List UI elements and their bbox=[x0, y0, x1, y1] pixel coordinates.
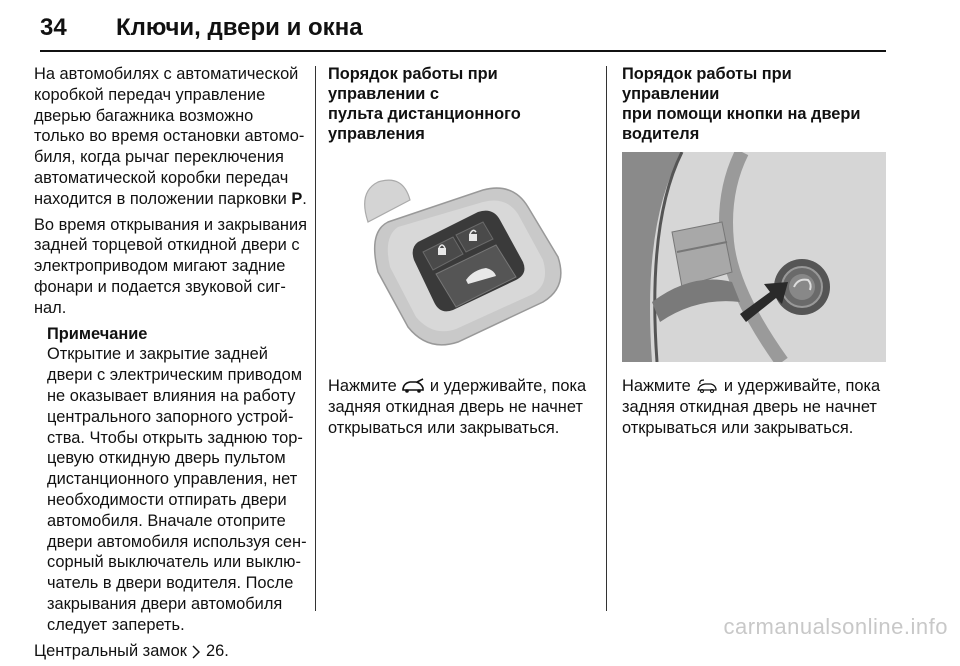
section-heading-door-button: Порядок работы при управлении при помощи кнопки на двери водителя bbox=[622, 65, 861, 143]
column-divider-2 bbox=[606, 66, 607, 611]
section-heading-remote: Порядок работы при управлении с пульта дистанционного управления bbox=[328, 65, 521, 143]
car-tailgate-icon bbox=[401, 378, 425, 394]
gear-position-p: P bbox=[291, 189, 303, 208]
column-divider-1 bbox=[315, 66, 316, 611]
header-divider bbox=[40, 50, 886, 52]
note-text: Открытие и закрытие задней двери с электрическим приводом не оказывает влияния на работу центрального запорного устрой- ства. Чтобы открыть заднюю тор- цевую откидную дверь пультом дистанционного управления, нет необходимости отпирать двери автомобиля. Вначале отоприте двери автомобиля используя сен- сорный выключатель или выклю- чатель в двери водителя. После закрывания двери автомобиля следует запереть. bbox=[47, 345, 307, 634]
page-title: Ключи, двери и окна bbox=[116, 14, 363, 41]
note-block bbox=[47, 324, 310, 636]
column-left bbox=[34, 64, 310, 666]
cross-reference[interactable]: Центральный замок 26. bbox=[34, 641, 229, 660]
page-header bbox=[40, 14, 886, 54]
instruction-remote: Нажмите и удерживайте, пока задняя откидная дверь не начнет открываться или закрываться. bbox=[328, 377, 587, 437]
note-title: Примечание bbox=[47, 324, 148, 343]
paragraph-automatic-gearbox: На автомобилях с автоматической коробкой передач управление дверью багажника возможно только во время остановки автомо- биля, когда рычаг переключения автоматической коробки передач находится в положении парковки P. bbox=[34, 65, 307, 208]
paragraph-signals: Во время открывания и закрывания задней торцевой откидной двери с электроприводом мигают задние фонари и подается звуковой сиг- нал. bbox=[34, 215, 307, 317]
remote-key-fob-image bbox=[328, 152, 592, 362]
reference-arrow-icon bbox=[191, 645, 201, 659]
driver-door-button-image bbox=[622, 152, 886, 362]
column-right bbox=[622, 64, 890, 443]
page-number: 34 bbox=[40, 14, 67, 41]
tailgate-switch-icon bbox=[695, 378, 719, 394]
instruction-door-button: Нажмите и удерживайте, пока задняя откидная дверь не начнет открываться или закрываться. bbox=[622, 377, 881, 437]
watermark: carmanualsonline.info bbox=[723, 614, 948, 639]
column-middle bbox=[328, 64, 598, 443]
